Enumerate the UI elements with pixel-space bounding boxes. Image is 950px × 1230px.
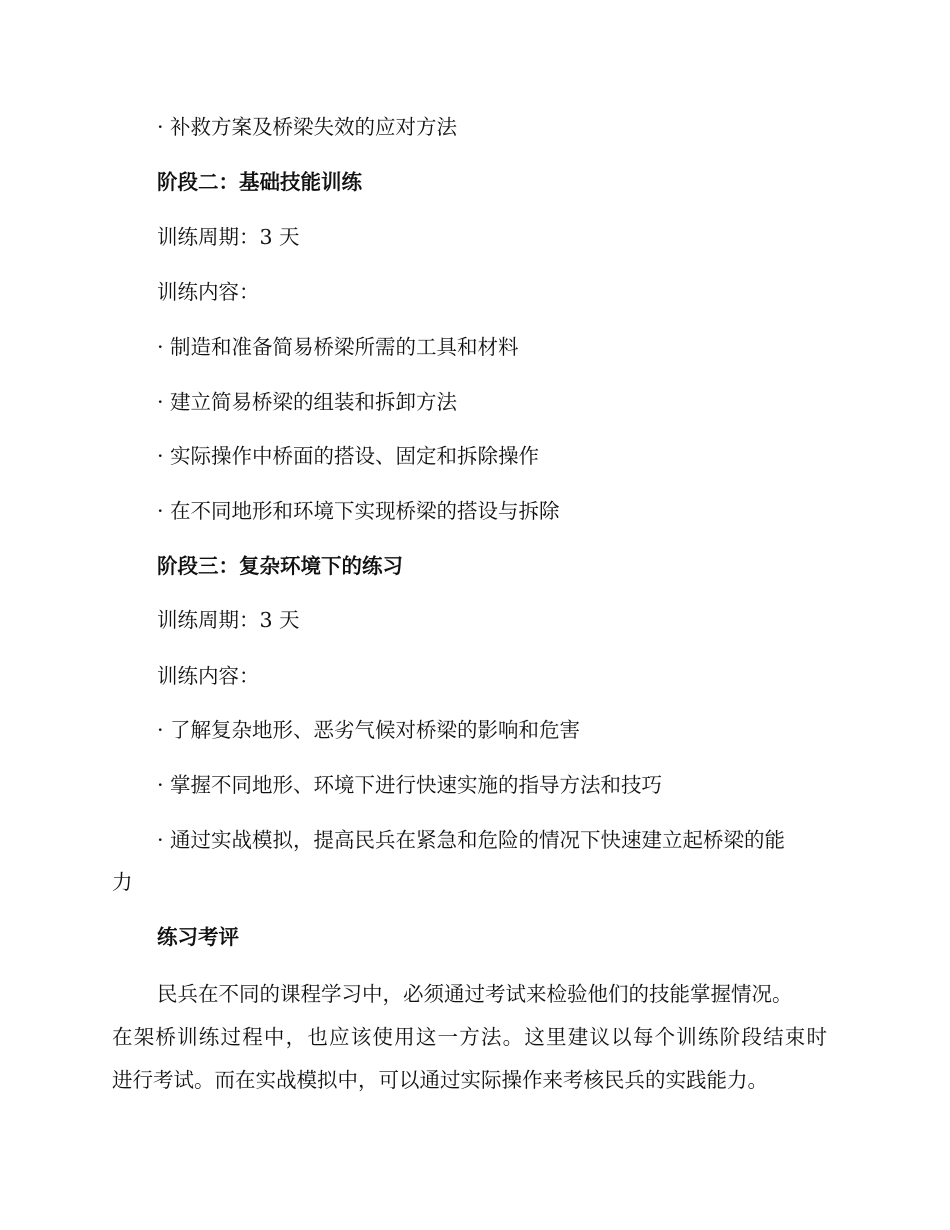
stage3-heading: 阶段三：复杂环境下的练习: [157, 554, 403, 578]
assessment-heading: 练习考评: [157, 925, 239, 949]
assessment-paragraph-line: 在架桥训练过程中，也应该使用这一方法。这里建议以每个训练阶段结束时: [112, 1025, 827, 1049]
stage3-content-label: 训练内容：: [157, 664, 260, 688]
stage3-period: 训练周期：3 天: [157, 608, 300, 632]
stage3-bullet-item: · 了解复杂地形、恶劣气候对桥梁的影响和危害: [157, 718, 581, 742]
stage2-heading: 阶段二：基础技能训练: [157, 170, 362, 194]
stage3-bullet-item: · 掌握不同地形、环境下进行快速实施的指导方法和技巧: [157, 773, 663, 797]
stage3-bullet-item-continuation: 力: [112, 870, 133, 894]
stage2-bullet-item: · 实际操作中桥面的搭设、固定和拆除操作: [157, 444, 540, 468]
stage2-bullet-item: · 建立简易桥梁的组装和拆卸方法: [157, 390, 458, 414]
assessment-paragraph-line: 民兵在不同的课程学习中，必须通过考试来检验他们的技能掌握情况。: [157, 982, 793, 1006]
stage1-bullet-item: · 补救方案及桥梁失效的应对方法: [157, 115, 458, 139]
stage2-content-label: 训练内容：: [157, 280, 260, 304]
stage2-bullet-item: · 在不同地形和环境下实现桥梁的搭设与拆除: [157, 499, 560, 523]
stage3-bullet-item: · 通过实战模拟，提高民兵在紧急和危险的情况下快速建立起桥梁的能: [157, 828, 786, 852]
stage2-period: 训练周期：3 天: [157, 225, 300, 249]
assessment-paragraph-line: 进行考试。而在实战模拟中，可以通过实际操作来考核民兵的实践能力。: [112, 1068, 768, 1092]
stage2-bullet-item: · 制造和准备简易桥梁所需的工具和材料: [157, 335, 519, 359]
